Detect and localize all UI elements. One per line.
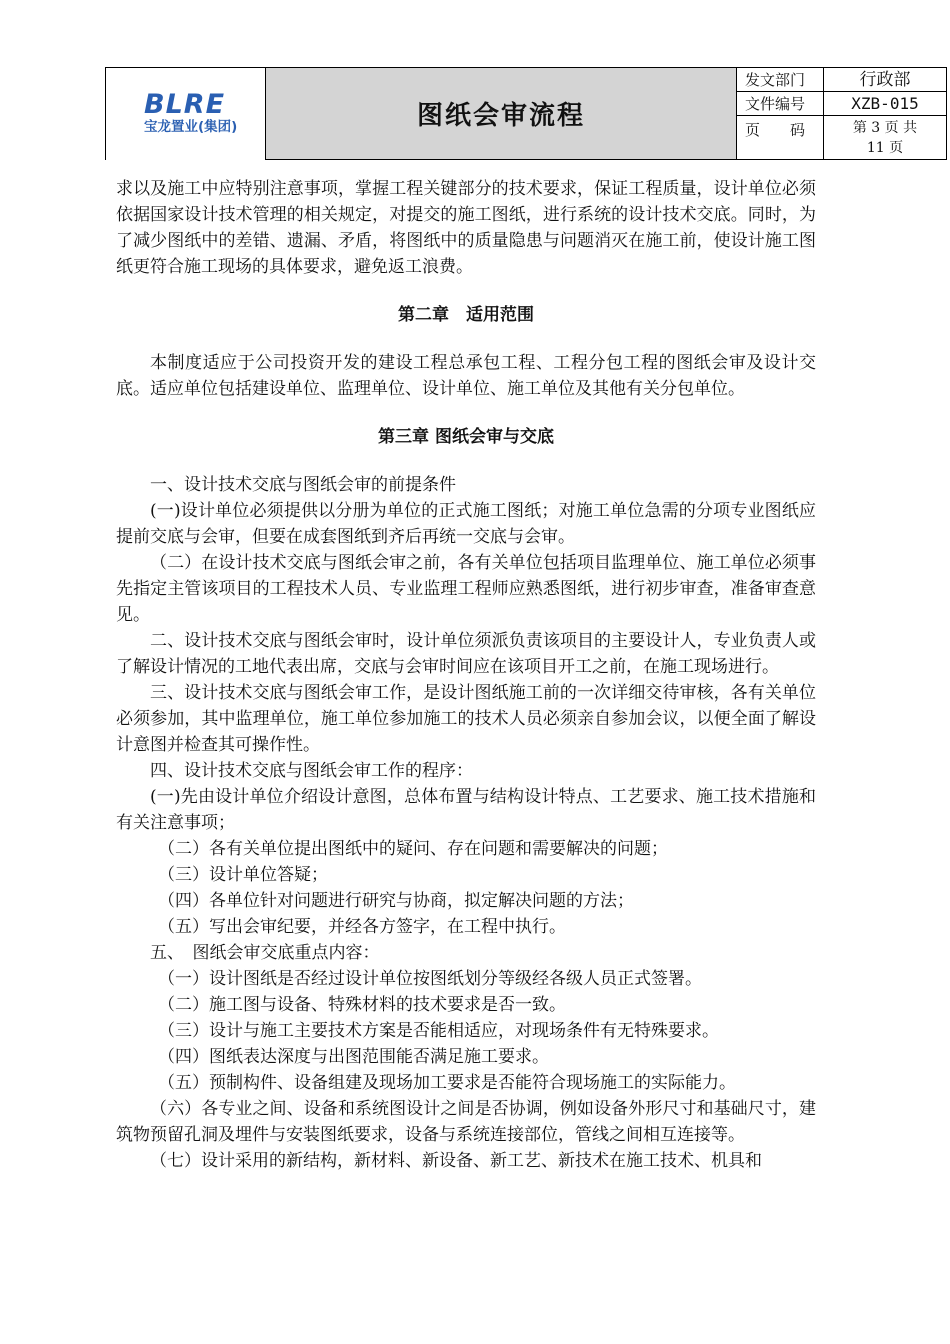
company-logo [144, 89, 256, 138]
spacer [116, 450, 816, 472]
section-1-heading: 一、设计技术交底与图纸会审的前提条件 [150, 475, 456, 495]
spacer [116, 280, 816, 302]
meta-key-page: 页 码 [737, 116, 824, 160]
chapter-3-heading: 第三章 图纸会审与交底 [378, 427, 554, 447]
section-5-item-7: （七）设计采用的新结构，新材料、新设备、新工艺、新技术在施工技术、机具和 [150, 1151, 762, 1171]
section-4-item-1: (一)先由设计单位介绍设计意图，总体布置与结构设计特点、工艺要求、施工技术措施和有关注意事项； [116, 787, 816, 833]
section-5-item-5: （五）预制构件、设备组建及现场加工要求是否能符合现场施工的实际能力。 [158, 1073, 736, 1093]
document-title: 图纸会审流程 [416, 101, 585, 131]
meta-row-doc-number [737, 92, 947, 116]
section-1-item-1: (一)设计单位必须提供以分册为单位的正式施工图纸；对施工单位急需的分项专业图纸应提前交底与会审，但要在成套图纸到齐后再统一交底与会审。 [116, 501, 816, 547]
meta-row-department [737, 67, 947, 92]
section-5-item-4: （四）图纸表达深度与出图范围能否满足施工要求。 [158, 1047, 549, 1067]
chapter-2-heading: 第二章 适用范围 [398, 305, 534, 325]
meta-value-department: 行政部 [824, 67, 947, 92]
spacer [116, 402, 816, 424]
logo-cell [105, 67, 265, 160]
meta-value-doc-number: XZB-015 [824, 92, 947, 116]
logo-company-name: 宝龙置业(集团) [144, 119, 238, 135]
meta-row-page [737, 116, 947, 160]
meta-key-department: 发文部门 [737, 67, 824, 92]
section-2: 二、设计技术交底与图纸会审时，设计单位须派负责该项目的主要设计人，专业负责人或了解设计情况的工地代表出席，交底与会审时间应在该项目开工之前，在施工现场进行。 [116, 631, 816, 677]
paragraph-continued: 求以及施工中应特别注意事项，掌握工程关键部分的技术要求，保证工程质量，设计单位必须依据国家设计技术管理的相关规定，对提交的施工图纸，进行系统的设计技术交底。同时，为了减少图纸中的差错、遗漏、矛盾，将图纸中的质量隐患与问题消灭在施工前，使设计施工图纸更符合施工现场的具体要求，避免返工浪费。 [116, 179, 816, 277]
section-1-item-2: （二）在设计技术交底与图纸会审之前，各有关单位包括项目监理单位、施工单位必须事先指定主管该项目的工程技术人员、专业监理工程师应熟悉图纸，进行初步审查，准备审查意见。 [116, 553, 816, 625]
document-header [105, 67, 919, 160]
meta-table [737, 67, 919, 160]
meta-value-page: 第 3 页 共 11 页 [824, 116, 947, 160]
logo-letters: BLRE [144, 89, 226, 120]
title-cell [265, 67, 737, 160]
section-4-item-4: （四）各单位针对问题进行研究与协商，拟定解决问题的方法； [158, 891, 634, 911]
meta-key-doc-number: 文件编号 [737, 92, 824, 116]
section-4-item-3: （三）设计单位答疑； [158, 865, 328, 885]
section-5-item-1: （一）设计图纸是否经过设计单位按图纸划分等级经各级人员正式签署。 [158, 969, 702, 989]
section-5-heading: 五、 图纸会审交底重点内容： [150, 943, 380, 963]
section-5-item-2: （二）施工图与设备、特殊材料的技术要求是否一致。 [158, 995, 566, 1015]
spacer [116, 328, 816, 350]
section-3: 三、设计技术交底与图纸会审工作，是设计图纸施工前的一次详细交待审核，各有关单位必须参加，其中监理单位，施工单位参加施工的技术人员必须亲自参加会议，以便全面了解设计意图并检查其可操作性。 [116, 683, 816, 755]
document-body [116, 176, 816, 1174]
section-4-heading: 四、设计技术交底与图纸会审工作的程序： [150, 761, 473, 781]
scope-paragraph: 本制度适应于公司投资开发的建设工程总承包工程、工程分包工程的图纸会审及设计交底。适应单位包括建设单位、监理单位、设计单位、施工单位及其他有关分包单位。 [116, 353, 816, 399]
section-4-item-2: （二）各有关单位提出图纸中的疑问、存在问题和需要解决的问题； [158, 839, 668, 859]
section-5-item-6: （六）各专业之间、设备和系统图设计之间是否协调，例如设备外形尺寸和基础尺寸，建筑物预留孔洞及埋件与安装图纸要求，设备与系统连接部位，管线之间相互连接等。 [116, 1099, 816, 1145]
section-5-item-3: （三）设计与施工主要技术方案是否能相适应，对现场条件有无特殊要求。 [158, 1021, 719, 1041]
section-4-item-5: （五）写出会审纪要，并经各方签字，在工程中执行。 [158, 917, 566, 937]
